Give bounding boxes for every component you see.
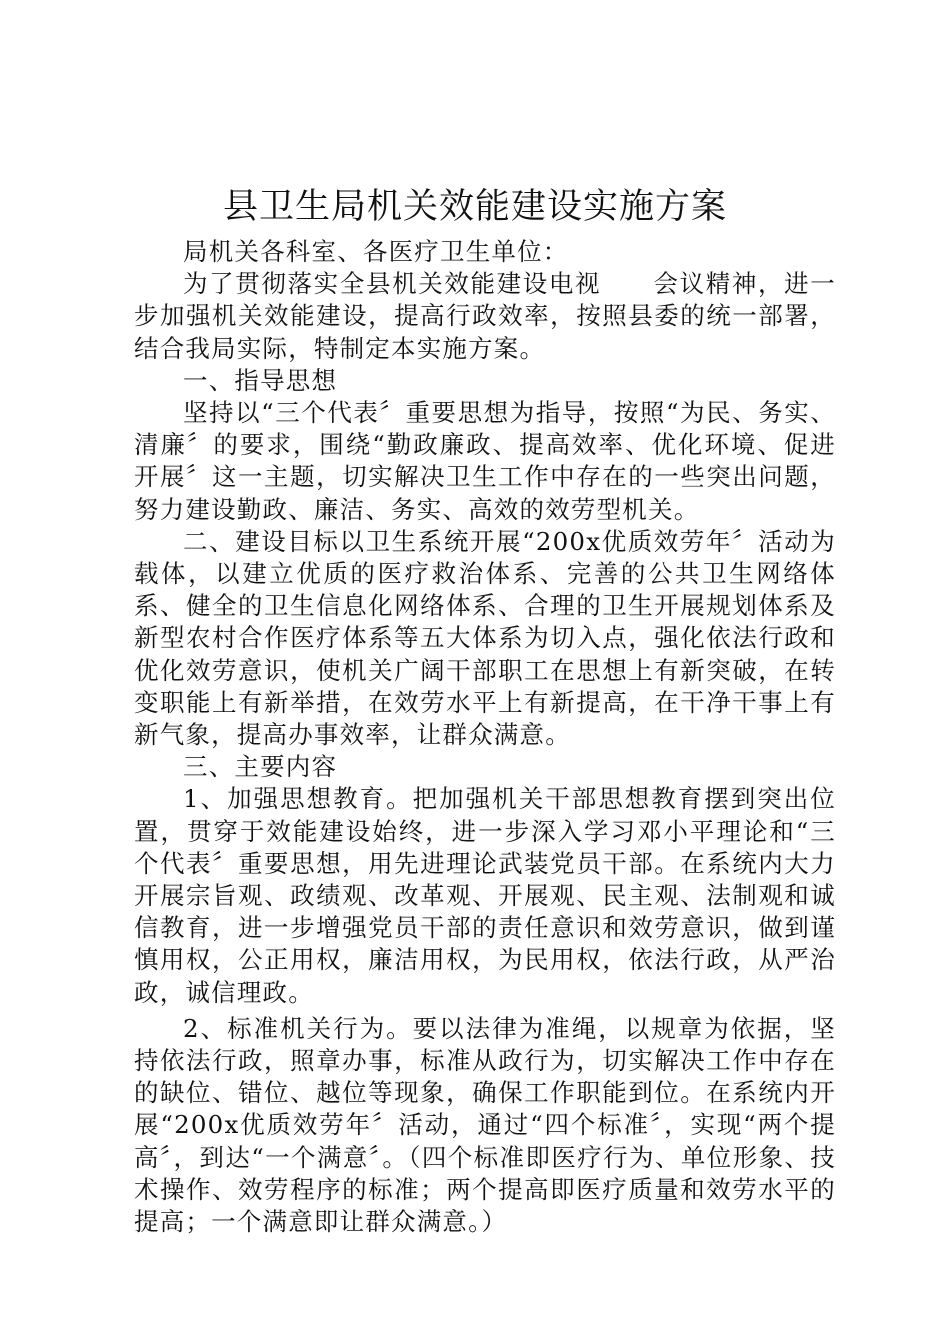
section-heading-guiding-thought: 一、指导思想 — [183, 365, 338, 395]
main-content-item-1: 1、加强思想教育。把加强机关干部思想教育摆到突出位置，贯穿于效能建设始终，进一步深入学习邓小平理论和“三个代表〞重要思想，用先进理论武装党员干部。在系统内大力开展宗旨观、政绩观、改革观、开展观、民主观、法制观和诚信教育，进一步增强党员干部的责任意识和效劳意识，做到谨慎用权，公正用权，廉洁用权，为民用权，依法行政，从严治政，诚信理政。 — [134, 784, 836, 1007]
construction-goal-paragraph: 二、建设目标以卫生系统开展“200x优质效劳年〞活动为载体，以建立优质的医疗救治体系、完善的公共卫生网络体系、健全的卫生信息化网络体系、合理的卫生开展规划体系及新型农村合作医疗体系等五大体系为切入点，强化依法行政和优化效劳意识，使机关广阔干部职工在思想上有新突破，在转变职能上有新举措，在效劳水平上有新提高，在干净干事上有新气象，提高办事效率，让群众满意。 — [134, 526, 836, 750]
salutation: 局机关各科室、各医疗卫生单位： — [183, 237, 569, 266]
main-content-item-2: 2、标准机关行为。要以法律为准绳，以规章为依据，坚持依法行政，照章办事，标准从政行为，切实解决工作中存在的缺位、错位、越位等现象，确保工作职能到位。在系统内开展“200x优质效劳年〞活动，通过“四个标准〞，实现“两个提高〞，到达“一个满意〞。（四个标准即医疗行为、单位形象、技术操作、效劳程序的标准；两个提高即医疗质量和效劳水平的提高；一个满意即让群众满意。） — [134, 1013, 836, 1237]
document-body — [134, 236, 836, 1238]
document-title: 县卫生局机关效能建设实施方案 — [222, 187, 727, 227]
intro-paragraph: 为了贯彻落实全县机关效能建设电视 会议精神，进一步加强机关效能建设，提高行政效率，按照县委的统一部署，结合我局实际，特制定本实施方案。 — [134, 269, 836, 363]
section-heading-main-content: 三、主要内容 — [183, 752, 338, 782]
guiding-thought-paragraph: 坚持以“三个代表〞重要思想为指导，按照“为民、务实、清廉〞的要求，围绕“勤政廉政、提高效率、优化环境、促进开展〞这一主题，切实解决卫生工作中存在的一些突出问题，努力建设勤政、廉洁、务实、高效的效劳型机关。 — [134, 398, 836, 524]
